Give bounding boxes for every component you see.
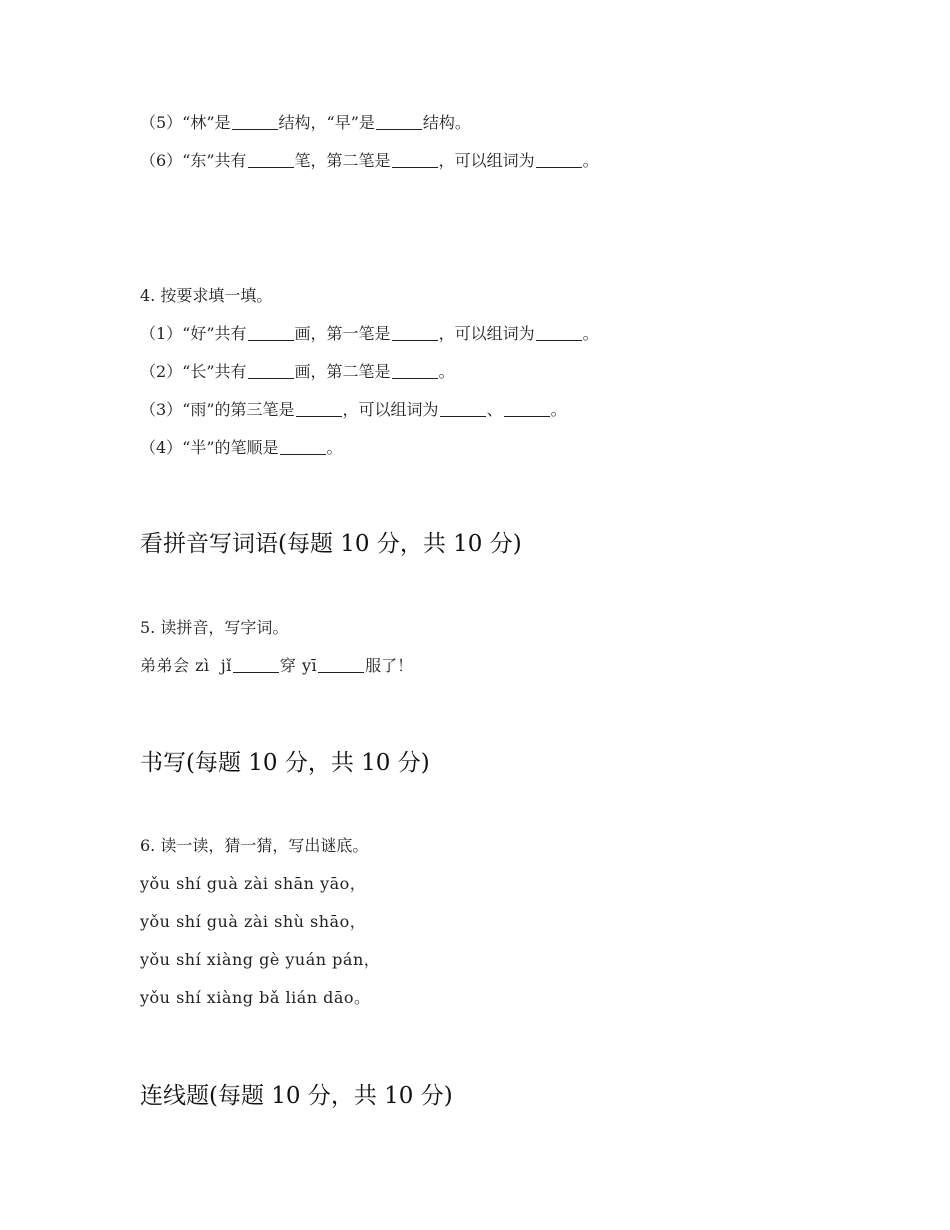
riddle-line: yǒu shí xiàng bǎ lián dāo。 — [140, 988, 371, 1007]
section-heading-writing: 书写(每题 10 分，共 10 分) — [140, 750, 430, 776]
q4-item-4: （4）“半”的笔顺是 。 — [140, 438, 343, 457]
q6-title: 6. 读一读，猜一猜，写出谜底。 — [140, 836, 369, 855]
section-heading-pinyin: 看拼音写词语(每题 10 分，共 10 分) — [140, 531, 522, 557]
answer-blank[interactable] — [392, 362, 438, 379]
answer-blank[interactable] — [392, 151, 438, 168]
answer-blank[interactable] — [248, 151, 294, 168]
answer-blank[interactable] — [536, 151, 582, 168]
q5-sentence: 弟弟会 zì jǐ 穿 yī 服了！ — [140, 656, 414, 675]
q4-title: 4. 按要求填一填。 — [140, 286, 273, 305]
answer-blank[interactable] — [392, 324, 438, 341]
section-heading-matching: 连线题(每题 10 分，共 10 分) — [140, 1083, 453, 1109]
answer-blank[interactable] — [504, 400, 550, 417]
q4-item-1: （1）“好”共有 画，第一笔是 ，可以组词为 。 — [140, 324, 599, 343]
q4-item-2: （2）“长”共有 画，第二笔是 。 — [140, 362, 455, 381]
answer-blank[interactable] — [280, 438, 326, 455]
riddle-line: yǒu shí guà zài shān yāo， — [140, 874, 367, 893]
answer-blank[interactable] — [536, 324, 582, 341]
q4-item-3: （3）“雨”的第三笔是 ，可以组词为 、 。 — [140, 400, 567, 419]
riddle-line: yǒu shí guà zài shù shāo， — [140, 912, 367, 931]
riddle-line: yǒu shí xiàng gè yuán pán， — [140, 950, 381, 969]
answer-blank[interactable] — [440, 400, 486, 417]
q3-item-6: （6）“东”共有 笔，第二笔是 ，可以组词为 。 — [140, 151, 599, 170]
answer-blank[interactable] — [233, 656, 279, 673]
answer-blank[interactable] — [318, 656, 364, 673]
answer-blank[interactable] — [296, 400, 342, 417]
answer-blank[interactable] — [248, 324, 294, 341]
answer-blank[interactable] — [232, 113, 278, 130]
answer-blank[interactable] — [248, 362, 294, 379]
q5-title: 5. 读拼音，写字词。 — [140, 618, 289, 637]
q3-item-5: （5）“林”是 结构，“早”是 结构。 — [140, 113, 471, 132]
answer-blank[interactable] — [376, 113, 422, 130]
